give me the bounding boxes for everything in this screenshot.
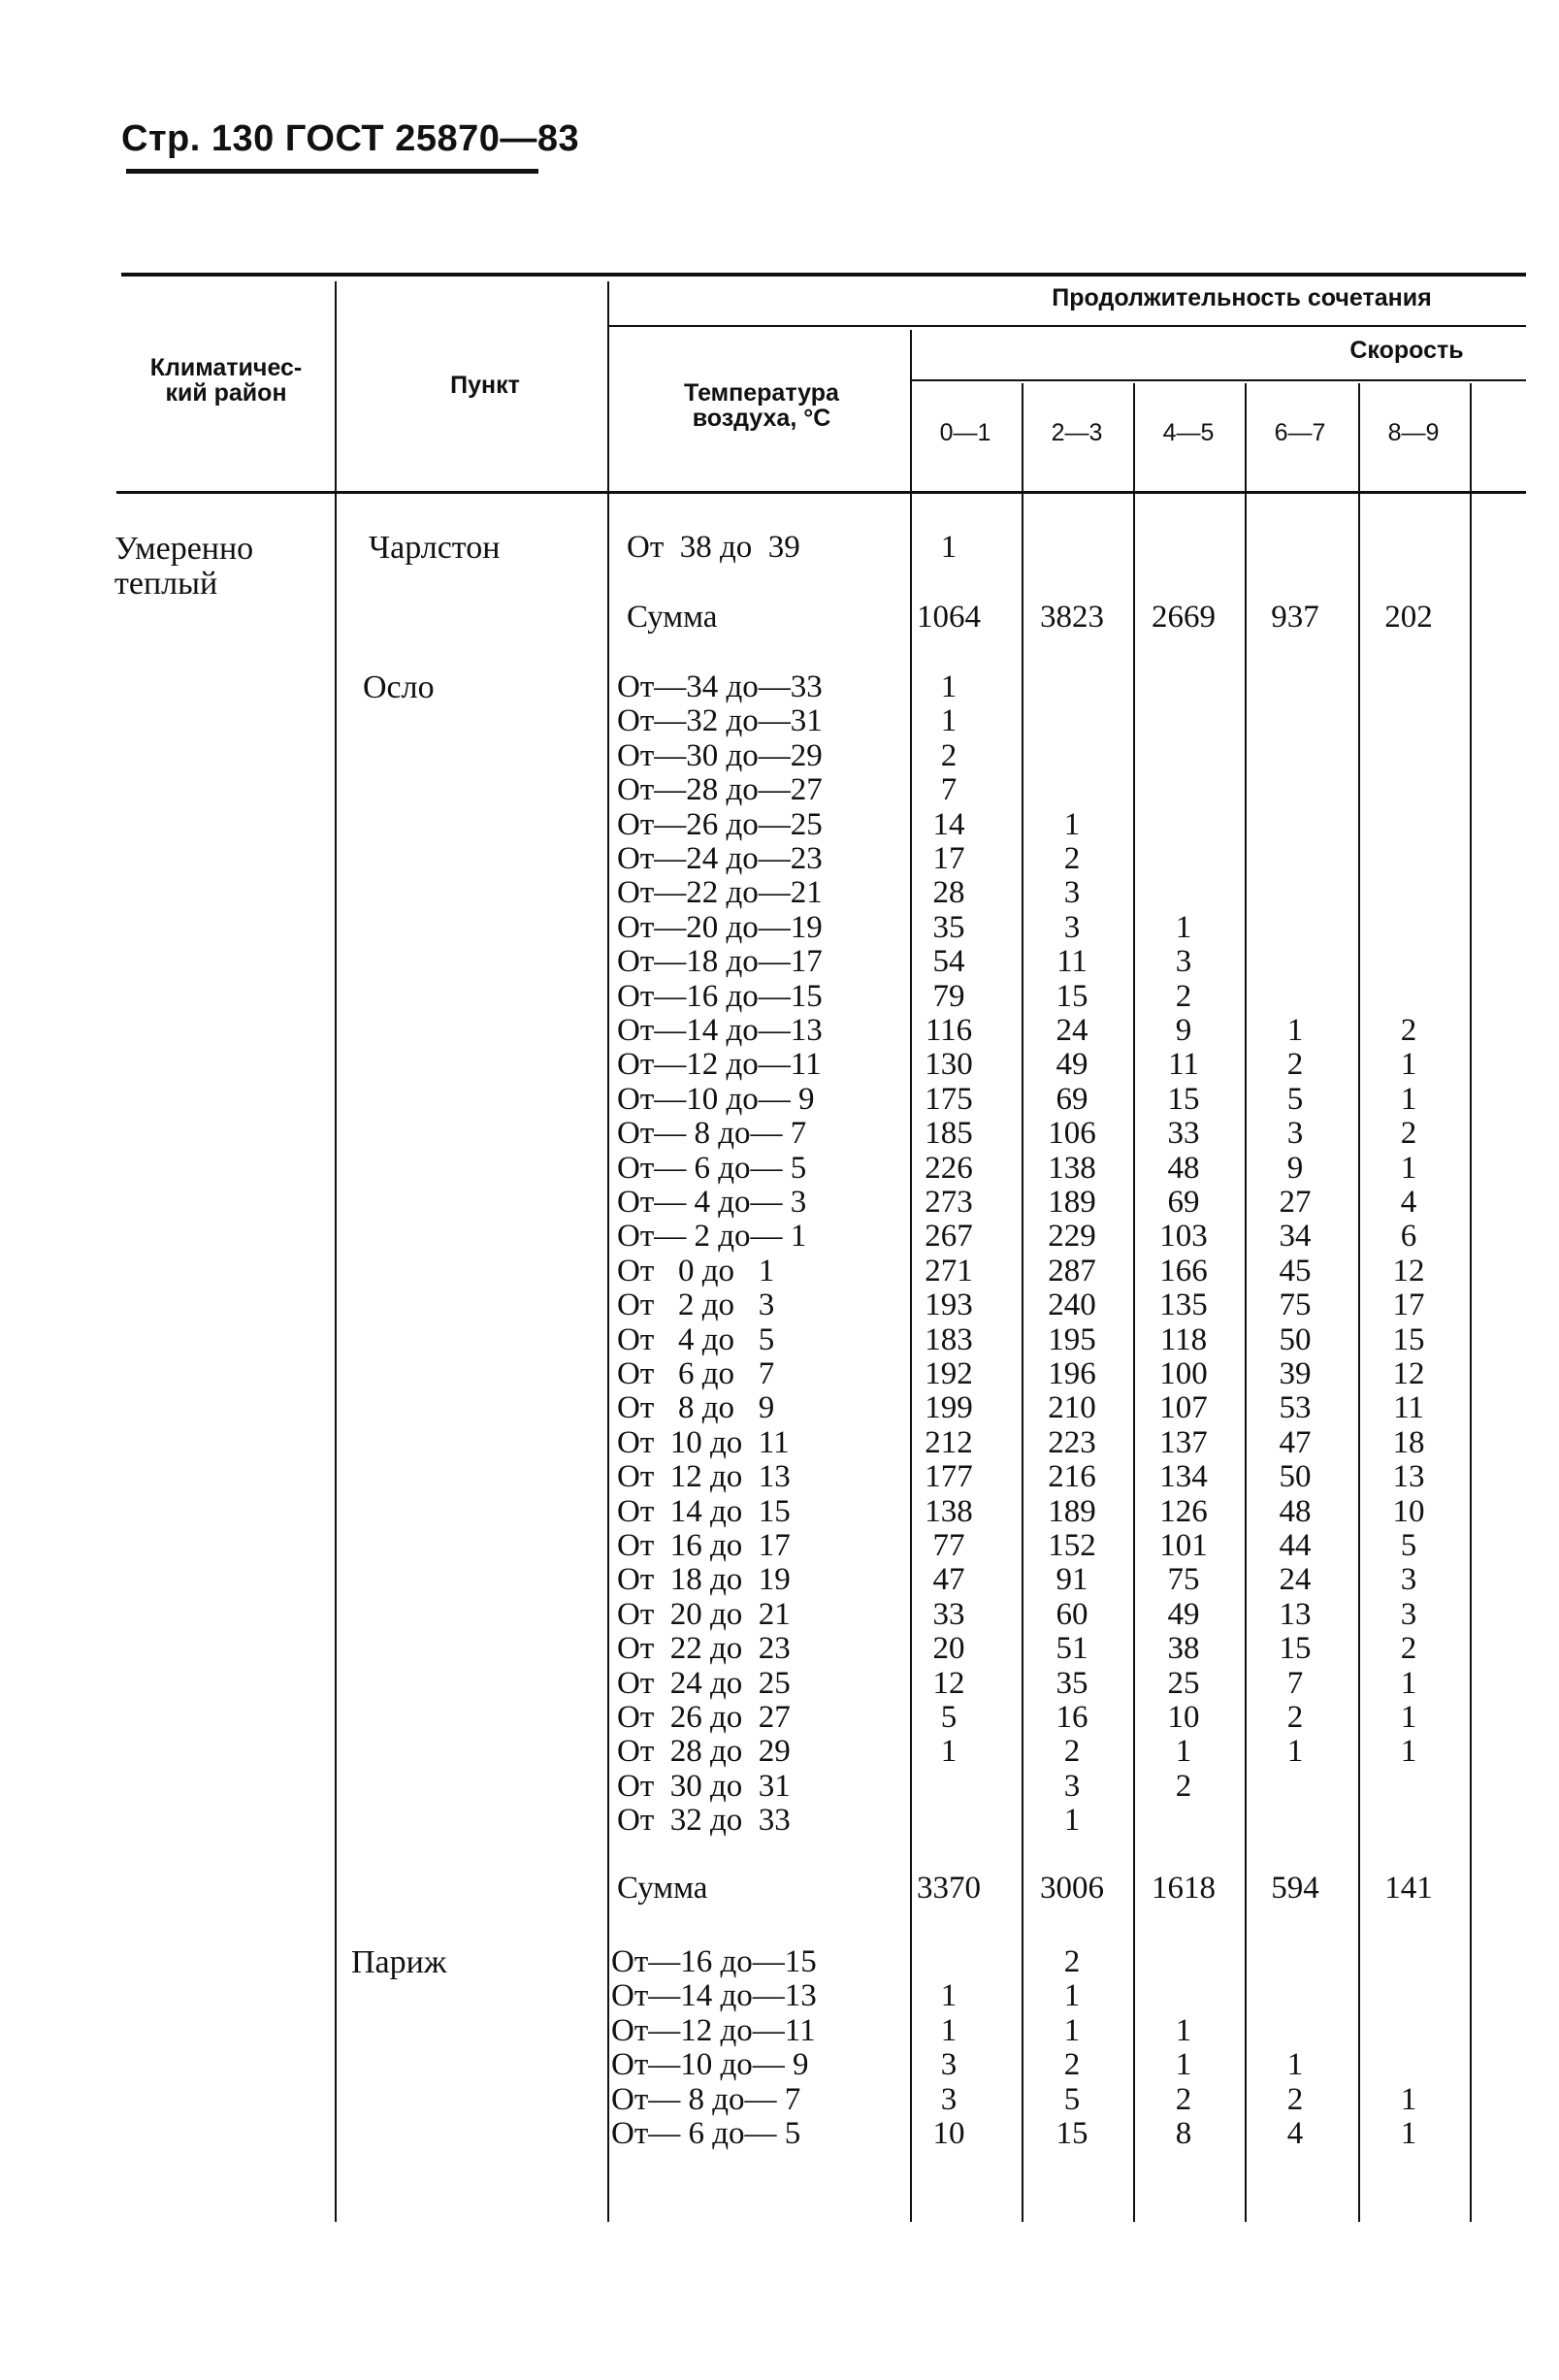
count-cell: 138 — [1048, 1150, 1096, 1186]
sum-cell: 141 — [1384, 1871, 1433, 1906]
temperature-range: От 12 до 13 — [617, 1459, 791, 1495]
count-cell: 10 — [1167, 1700, 1200, 1735]
count-cell: 1 — [1286, 1013, 1304, 1048]
temperature-range: От— 4 до— 3 — [617, 1185, 807, 1220]
count-cell: 195 — [1048, 1321, 1096, 1357]
sum-cell: 3370 — [917, 1871, 981, 1906]
count-cell: 10 — [932, 2116, 965, 2151]
count-cell: 33 — [1167, 1116, 1200, 1152]
count-cell: 15 — [1392, 1321, 1425, 1357]
count-cell: 3 — [1063, 875, 1081, 911]
count-cell: 10 — [1392, 1493, 1425, 1529]
temperature-range: От—12 до—11 — [611, 2012, 816, 2048]
count-cell: 24 — [1279, 1562, 1312, 1598]
count-cell: 2 — [1286, 1047, 1304, 1083]
count-cell: 2 — [1175, 2081, 1192, 2117]
count-cell: 1 — [1400, 2116, 1417, 2151]
count-cell: 48 — [1279, 1493, 1312, 1529]
table-row — [0, 1944, 1559, 1979]
count-cell: 3 — [1063, 1768, 1081, 1804]
count-cell: 175 — [925, 1081, 973, 1117]
count-cell: 118 — [1159, 1321, 1208, 1357]
count-cell: 1 — [1063, 806, 1081, 842]
table-row — [0, 2116, 1559, 2151]
count-cell: 1 — [1175, 909, 1192, 945]
count-cell: 166 — [1159, 1253, 1208, 1288]
count-cell: 216 — [1048, 1459, 1096, 1495]
temperature-range: От 38 до 39 — [627, 530, 800, 565]
table-row — [0, 1803, 1559, 1838]
table-row — [0, 1978, 1559, 2013]
table-row — [0, 1597, 1559, 1632]
count-cell: 48 — [1167, 1150, 1200, 1186]
table-row — [0, 910, 1559, 945]
table-row — [0, 1356, 1559, 1391]
count-cell: 183 — [925, 1321, 973, 1357]
table-row — [0, 1322, 1559, 1357]
count-cell: 3 — [1400, 1596, 1417, 1632]
count-cell: 135 — [1159, 1288, 1208, 1323]
count-cell: 11 — [1056, 944, 1088, 980]
count-cell: 107 — [1159, 1390, 1208, 1426]
sum-cell: 937 — [1271, 600, 1319, 635]
count-cell: 226 — [925, 1150, 973, 1186]
temperature-range: От 24 до 25 — [617, 1665, 791, 1701]
count-cell: 25 — [1167, 1665, 1200, 1701]
table-row — [0, 1700, 1559, 1735]
region-header: Климатичес- кий район — [149, 354, 303, 407]
count-cell: 2 — [1175, 978, 1192, 1014]
count-cell: 50 — [1279, 1459, 1312, 1495]
count-cell: 1 — [1063, 1803, 1081, 1839]
speed-rule — [912, 379, 1526, 381]
temperature-range: От—34 до—33 — [617, 669, 823, 704]
temperature-range: От 20 до 21 — [617, 1596, 791, 1632]
count-cell: 17 — [932, 841, 965, 876]
count-cell: 116 — [925, 1013, 973, 1048]
count-cell: 44 — [1279, 1528, 1312, 1563]
count-cell: 1 — [1400, 1047, 1417, 1083]
count-cell: 196 — [1048, 1356, 1096, 1391]
count-cell: 103 — [1159, 1219, 1208, 1255]
temperature-range: От— 6 до— 5 — [611, 2116, 801, 2151]
count-cell: 101 — [1159, 1528, 1208, 1563]
count-cell: 35 — [1056, 1665, 1088, 1701]
count-cell: 13 — [1392, 1459, 1425, 1495]
table-row — [0, 738, 1559, 773]
temperature-range: От 14 до 15 — [617, 1493, 791, 1529]
count-cell: 17 — [1392, 1288, 1425, 1323]
count-cell: 20 — [932, 1631, 965, 1667]
count-cell: 273 — [925, 1185, 973, 1220]
count-cell: 106 — [1048, 1116, 1096, 1152]
temperature-range: От—24 до—23 — [617, 841, 823, 876]
temperature-range: От—12 до—11 — [617, 1047, 822, 1083]
count-cell: 5 — [1400, 1528, 1417, 1563]
count-cell: 2 — [1400, 1013, 1417, 1048]
count-cell: 210 — [1048, 1390, 1096, 1426]
table-row — [0, 1734, 1559, 1769]
page-header: Стр. 130 ГОСТ 25870—83 — [121, 118, 580, 159]
point-name: Париж — [351, 1944, 447, 1980]
count-cell: 3 — [940, 2081, 958, 2117]
table-row — [0, 1528, 1559, 1563]
table-row — [0, 875, 1559, 910]
speed-range-4: 8—9 — [1387, 419, 1440, 446]
count-cell: 47 — [932, 1562, 965, 1598]
count-cell: 2 — [1286, 2081, 1304, 2117]
point-name: Осло — [363, 669, 435, 705]
count-cell: 2 — [1063, 1944, 1081, 1979]
table-row — [0, 1459, 1559, 1494]
count-cell: 15 — [1279, 1631, 1312, 1667]
count-cell: 130 — [925, 1047, 973, 1083]
table-row — [0, 807, 1559, 842]
count-cell: 3 — [1400, 1562, 1417, 1598]
count-cell: 75 — [1167, 1562, 1200, 1598]
count-cell: 49 — [1056, 1047, 1088, 1083]
count-cell: 100 — [1159, 1356, 1208, 1391]
speed-range-3: 6—7 — [1274, 419, 1326, 446]
count-cell: 45 — [1279, 1253, 1312, 1288]
count-cell: 1 — [1400, 1665, 1417, 1701]
temperature-range: От—10 до— 9 — [617, 1081, 815, 1117]
count-cell: 189 — [1048, 1185, 1096, 1220]
count-cell: 1 — [1175, 2047, 1192, 2083]
temperature-range: От—20 до—19 — [617, 909, 823, 945]
table-row — [0, 2013, 1559, 2048]
temperature-range: От 32 до 33 — [617, 1803, 791, 1839]
count-cell: 1 — [1063, 1978, 1081, 2014]
count-cell: 3 — [940, 2047, 958, 2083]
count-cell: 38 — [1167, 1631, 1200, 1667]
count-cell: 9 — [1286, 1150, 1304, 1186]
count-cell: 75 — [1279, 1288, 1312, 1323]
temperature-range: От— 8 до— 7 — [617, 1116, 807, 1152]
count-cell: 2 — [1063, 2047, 1081, 2083]
count-cell: 28 — [932, 875, 965, 911]
count-cell: 1 — [940, 530, 958, 565]
count-cell: 4 — [1286, 2116, 1304, 2151]
table-row — [0, 669, 1559, 704]
temperature-range: От 6 до 7 — [617, 1356, 775, 1391]
count-cell: 1 — [1286, 2047, 1304, 2083]
temperature-range: От 18 до 19 — [617, 1562, 791, 1598]
count-cell: 229 — [1048, 1219, 1096, 1255]
sum-cell: 594 — [1271, 1871, 1319, 1906]
temperature-range: От—28 до—27 — [617, 772, 823, 808]
count-cell: 2 — [1286, 1700, 1304, 1735]
count-cell: 24 — [1056, 1013, 1088, 1048]
temperature-range: От—22 до—21 — [617, 875, 823, 911]
count-cell: 12 — [1392, 1253, 1425, 1288]
temperature-range: От—14 до—13 — [611, 1978, 817, 2014]
count-cell: 12 — [1392, 1356, 1425, 1391]
count-cell: 7 — [940, 772, 958, 808]
table-row — [0, 703, 1559, 738]
speed-range-0: 0—1 — [939, 419, 991, 446]
count-cell: 2 — [1175, 1768, 1192, 1804]
table-row — [0, 1562, 1559, 1597]
temperature-range: От 16 до 17 — [617, 1528, 791, 1563]
count-cell: 287 — [1048, 1253, 1096, 1288]
count-cell: 79 — [932, 978, 965, 1014]
temperature-header: Температура воздуха, °С — [684, 379, 839, 432]
table-row — [0, 1425, 1559, 1460]
count-cell: 1 — [1400, 1150, 1417, 1186]
temperature-range: От—16 до—15 — [617, 978, 823, 1014]
speed-range-1: 2—3 — [1051, 419, 1103, 446]
count-cell: 13 — [1279, 1596, 1312, 1632]
count-cell: 134 — [1159, 1459, 1208, 1495]
count-cell: 8 — [1175, 2116, 1192, 2151]
speed-header: Скорость — [1349, 337, 1464, 364]
count-cell: 2 — [1063, 1734, 1081, 1770]
table-row — [0, 944, 1559, 979]
sum-label: Сумма — [617, 1871, 708, 1906]
table-row — [0, 1769, 1559, 1804]
count-cell: 16 — [1056, 1700, 1088, 1735]
count-cell: 47 — [1279, 1424, 1312, 1460]
count-cell: 9 — [1175, 1013, 1192, 1048]
count-cell: 6 — [1400, 1219, 1417, 1255]
temperature-range: От—26 до—25 — [617, 806, 823, 842]
duration-header: Продолжительность сочетания — [1052, 284, 1432, 311]
duration-rule — [609, 325, 1526, 327]
sum-cell: 202 — [1384, 600, 1433, 635]
count-cell: 60 — [1056, 1596, 1088, 1632]
sum-cell: 1064 — [917, 600, 981, 635]
count-cell: 1 — [1175, 1734, 1192, 1770]
point-name: Чарлстон — [369, 530, 501, 566]
count-cell: 15 — [1167, 1081, 1200, 1117]
count-cell: 192 — [925, 1356, 973, 1391]
count-cell: 126 — [1159, 1493, 1208, 1529]
count-cell: 5 — [940, 1700, 958, 1735]
temperature-range: От 8 до 9 — [617, 1390, 775, 1426]
count-cell: 1 — [1400, 1700, 1417, 1735]
table-row — [0, 530, 1559, 565]
count-cell: 1 — [940, 1978, 958, 2014]
table-row — [0, 1666, 1559, 1701]
count-cell: 2 — [1063, 841, 1081, 876]
table-row — [0, 2047, 1559, 2082]
count-cell: 1 — [1400, 2081, 1417, 2117]
temperature-range: От— 6 до— 5 — [617, 1150, 807, 1186]
temperature-range: От 30 до 31 — [617, 1768, 791, 1804]
count-cell: 53 — [1279, 1390, 1312, 1426]
sum-cell: 3823 — [1040, 600, 1104, 635]
count-cell: 2 — [1400, 1631, 1417, 1667]
table-row — [0, 1390, 1559, 1425]
count-cell: 2 — [940, 737, 958, 773]
temperature-range: От—16 до—15 — [611, 1944, 817, 1979]
table-row — [0, 1219, 1559, 1254]
count-cell: 5 — [1286, 1081, 1304, 1117]
temperature-range: От— 8 до— 7 — [611, 2081, 801, 2117]
temperature-range: От—10 до— 9 — [611, 2047, 809, 2083]
temperature-range: От—18 до—17 — [617, 944, 823, 980]
count-cell: 91 — [1056, 1562, 1088, 1598]
table-row — [0, 841, 1559, 876]
temperature-range: От— 2 до— 1 — [617, 1219, 807, 1255]
speed-range-2: 4—5 — [1162, 419, 1215, 446]
count-cell: 4 — [1400, 1185, 1417, 1220]
table-row — [0, 1013, 1559, 1048]
count-cell: 1 — [940, 2012, 958, 2048]
temperature-range: От 4 до 5 — [617, 1321, 775, 1357]
count-cell: 138 — [925, 1493, 973, 1529]
sum-cell: 1618 — [1152, 1871, 1216, 1906]
count-cell: 189 — [1048, 1493, 1096, 1529]
count-cell: 185 — [925, 1116, 973, 1152]
count-cell: 137 — [1159, 1424, 1208, 1460]
count-cell: 3 — [1063, 909, 1081, 945]
count-cell: 1 — [1286, 1734, 1304, 1770]
temperature-range: От—30 до—29 — [617, 737, 823, 773]
temperature-range: От 26 до 27 — [617, 1700, 791, 1735]
temperature-range: От—14 до—13 — [617, 1013, 823, 1048]
count-cell: 69 — [1167, 1185, 1200, 1220]
table-row — [0, 2082, 1559, 2117]
count-cell: 1 — [1063, 2012, 1081, 2048]
count-cell: 193 — [925, 1288, 973, 1323]
count-cell: 15 — [1056, 2116, 1088, 2151]
sum-cell: 3006 — [1040, 1871, 1104, 1906]
count-cell: 240 — [1048, 1288, 1096, 1323]
sum-cell: 2669 — [1152, 600, 1216, 635]
count-cell: 267 — [925, 1219, 973, 1255]
point-header: Пункт — [450, 372, 520, 399]
count-cell: 3 — [1286, 1116, 1304, 1152]
temperature-range: От 2 до 3 — [617, 1288, 775, 1323]
table-row — [0, 1047, 1559, 1082]
count-cell: 11 — [1393, 1390, 1424, 1426]
count-cell: 1 — [940, 703, 958, 739]
table-row — [0, 979, 1559, 1014]
count-cell: 54 — [932, 944, 965, 980]
count-cell: 39 — [1279, 1356, 1312, 1391]
table-row — [0, 1631, 1559, 1666]
count-cell: 2 — [1400, 1116, 1417, 1152]
count-cell: 212 — [925, 1424, 973, 1460]
count-cell: 33 — [932, 1596, 965, 1632]
header-underline — [126, 169, 538, 174]
table-row — [0, 772, 1559, 807]
count-cell: 223 — [1048, 1424, 1096, 1460]
count-cell: 34 — [1279, 1219, 1312, 1255]
sum-label: Сумма — [627, 600, 718, 635]
count-cell: 49 — [1167, 1596, 1200, 1632]
climatic-region: Умеренно теплый — [114, 531, 254, 602]
count-cell: 51 — [1056, 1631, 1088, 1667]
count-cell: 1 — [940, 1734, 958, 1770]
count-cell: 50 — [1279, 1321, 1312, 1357]
header-bottom-rule — [116, 491, 1526, 494]
count-cell: 77 — [932, 1528, 965, 1563]
count-cell: 199 — [925, 1390, 973, 1426]
count-cell: 35 — [932, 909, 965, 945]
table-top-rule — [121, 273, 1526, 277]
count-cell: 152 — [1048, 1528, 1096, 1563]
table-row — [0, 1254, 1559, 1288]
table-row — [0, 1185, 1559, 1220]
count-cell: 3 — [1175, 944, 1192, 980]
count-cell: 11 — [1168, 1047, 1199, 1083]
count-cell: 1 — [940, 669, 958, 704]
temperature-range: От 22 до 23 — [617, 1631, 791, 1667]
temperature-range: От 28 до 29 — [617, 1734, 791, 1770]
count-cell: 12 — [932, 1665, 965, 1701]
count-cell: 7 — [1286, 1665, 1304, 1701]
table-row — [0, 1116, 1559, 1151]
table-row — [0, 1082, 1559, 1117]
count-cell: 27 — [1279, 1185, 1312, 1220]
count-cell: 18 — [1392, 1424, 1425, 1460]
count-cell: 14 — [932, 806, 965, 842]
temperature-range: От—32 до—31 — [617, 703, 823, 739]
table-row — [0, 1151, 1559, 1186]
count-cell: 177 — [925, 1459, 973, 1495]
count-cell: 15 — [1056, 978, 1088, 1014]
temperature-range: От 10 до 11 — [617, 1424, 790, 1460]
count-cell: 69 — [1056, 1081, 1088, 1117]
count-cell: 5 — [1063, 2081, 1081, 2117]
table-row — [0, 1494, 1559, 1529]
count-cell: 271 — [925, 1253, 973, 1288]
count-cell: 1 — [1400, 1734, 1417, 1770]
count-cell: 1 — [1400, 1081, 1417, 1117]
table-row — [0, 1288, 1559, 1322]
count-cell: 1 — [1175, 2012, 1192, 2048]
temperature-range: От 0 до 1 — [617, 1253, 775, 1288]
